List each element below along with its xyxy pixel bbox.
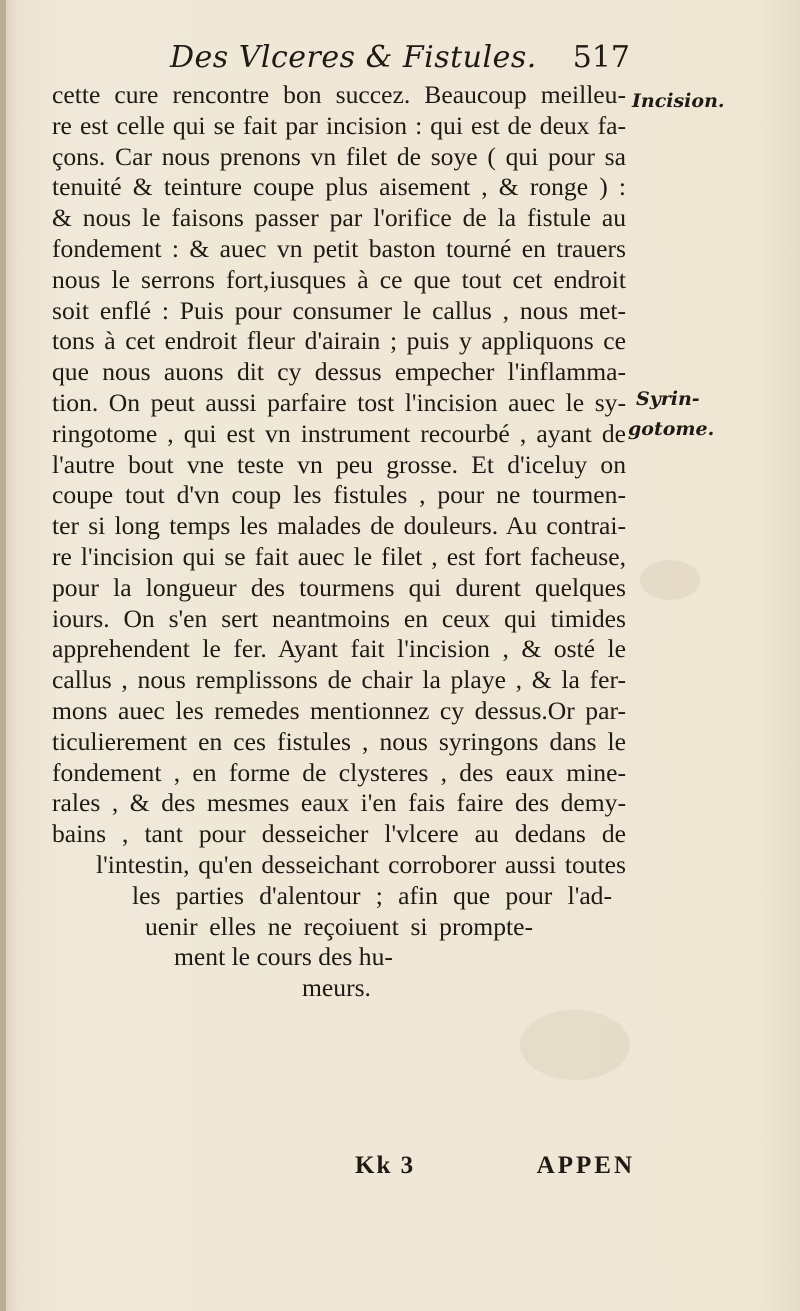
text-line: tion. On peut aussi parfaire tost l'incision auec le sy- (52, 387, 626, 417)
text-line: ment le cours des hu- (174, 942, 393, 972)
text-line: tenuité & teinture coupe plus aisement , & ronge ) : (52, 172, 626, 202)
catchword: APPEN (536, 1152, 635, 1179)
text-line: bains , tant pour desseicher l'vlcere au dedans de (52, 819, 626, 849)
text-line: coupe tout d'vn coup les fistules , pour ne tourmen- (52, 480, 626, 510)
text-line: ticulierement en ces fistules , nous syringons dans le (52, 726, 626, 756)
text-line: apprehendent le fer. Ayant fait l'incision , & osté le (52, 634, 626, 664)
text-line: que nous auons dit cy dessus empecher l'inflamma- (52, 357, 626, 387)
text-line: callus , nous remplissons de chair la playe , & la fer- (52, 665, 626, 695)
text-line: uenir elles ne reçoiuent si prompte- (145, 911, 533, 941)
body-text (52, 80, 626, 1004)
text-line: & nous le faisons passer par l'orifice de la fistule au (52, 203, 626, 233)
text-line: nous le serrons fort,iusques à ce que tout cet endroit (52, 264, 626, 294)
page-spine-shadow (0, 0, 6, 1311)
text-line: soit enflé : Puis pour consumer le callus , nous met- (52, 295, 626, 325)
text-line: l'intestin, qu'en desseichant corroborer aussi toutes (96, 849, 626, 879)
text-line: ringotome , qui est vn instrument recourbé , ayant de (52, 418, 626, 448)
text-line: meurs. (302, 973, 371, 1003)
running-title: Des Vlceres & Fistules. (170, 40, 537, 75)
text-line: cette cure rencontre bon succez. Beaucoup meilleu- (52, 80, 626, 109)
text-line: iours. On s'en sert neantmoins en ceux qui timides (52, 603, 626, 633)
text-line: re est celle qui se fait par incision : qui est de deux fa- (52, 110, 626, 140)
text-line: fondement : & auec vn petit baston tourné en trauers (52, 233, 626, 263)
text-line: l'autre bout vne teste vn peu grosse. Et d'iceluy on (52, 449, 626, 479)
signature-mark: Kk 3 (355, 1152, 416, 1179)
text-line: pour la longueur des tourmens qui durent quelques (52, 572, 626, 602)
text-line: mons auec les remedes mentionnez cy dessus.Or par- (52, 695, 626, 725)
text-line: tons à cet endroit fleur d'airain ; puis y appliquons ce (52, 326, 626, 356)
text-line: rales , & des mesmes eaux i'en fais faire des demy- (52, 788, 626, 818)
text-line: les parties d'alentour ; afin que pour l'ad- (132, 880, 612, 910)
margin-note-incision: Incision. (632, 90, 725, 112)
text-line: çons. Car nous prenons vn filet de soye ( qui pour sa (52, 141, 626, 171)
margin-note-syringotome-1: Syrin- (636, 388, 700, 410)
page-number: 517 (572, 40, 630, 75)
text-line: ter si long temps les malades de douleurs. Au contrai- (52, 511, 626, 541)
text-line: fondement , en forme de clysteres , des eaux mine- (52, 757, 626, 787)
paper-stain (520, 1010, 630, 1080)
margin-note-syringotome-2: gotome. (628, 418, 715, 440)
paper-stain (640, 560, 700, 600)
text-line: re l'incision qui se fait auec le filet , est fort facheuse, (52, 541, 626, 571)
page-footer (355, 1152, 635, 1186)
